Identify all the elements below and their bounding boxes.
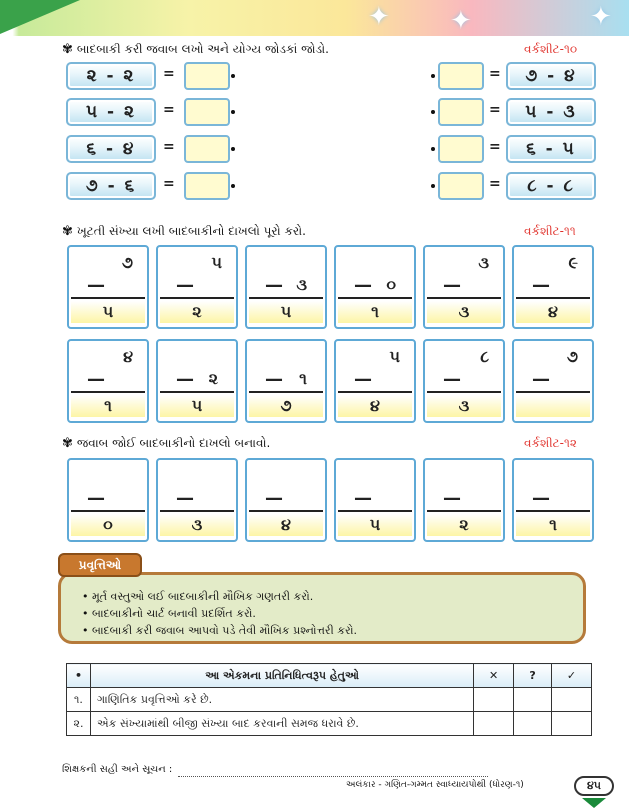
result-line (71, 297, 145, 299)
table-row (67, 688, 592, 712)
instruction-text: બાદબાકી કરી જવાબ લખો અને યોગ્ય જોડકાં જોડો. (76, 42, 329, 56)
section2-instruction (62, 224, 306, 239)
check-icon: ✓ (552, 664, 592, 688)
worksheet-label: વર્કશીટ-૧૨ (524, 436, 577, 450)
book-title: અલંકાર - ગણિત-ગમ્મત સ્વાધ્યાયપોથી (ધોરણ-૧) (346, 780, 524, 790)
top-number[interactable] (340, 466, 410, 488)
subtraction-card (423, 339, 505, 423)
cross-cell[interactable] (474, 688, 514, 712)
expression-pill: ૬ - ૪ (66, 135, 156, 163)
subtraction-card (67, 245, 149, 329)
top-number[interactable] (251, 347, 321, 369)
subtraction-card (245, 245, 327, 329)
result[interactable]: ૪ (338, 395, 412, 417)
flower-bullet-icon: ✾ (62, 42, 73, 57)
result-line (249, 297, 323, 299)
match-dot[interactable] (231, 110, 235, 114)
instruction-text: ખૂટતી સંખ્યા લખી બાદબાકીનો દાખલો પૂરો કરો. (76, 224, 306, 238)
result-line (71, 391, 145, 393)
result[interactable]: ૭ (249, 395, 323, 417)
subtrahend[interactable]: ૦ (386, 275, 396, 294)
result[interactable]: ૩ (427, 301, 501, 323)
objectives-header: આ એકમના પ્રતિનિધિત્વરૂપ હેતુઓ (90, 664, 473, 688)
match-dot[interactable] (231, 184, 235, 188)
result-line (338, 297, 412, 299)
result-line (160, 510, 234, 512)
match-dot[interactable] (431, 184, 435, 188)
subtrahend-row (251, 488, 321, 510)
answer-box[interactable] (184, 62, 230, 90)
activity-label (58, 553, 142, 577)
worksheet-label: વર્કશીટ-૧૦ (524, 42, 578, 56)
top-number[interactable] (340, 253, 410, 275)
top-number[interactable] (162, 466, 232, 488)
answer-box[interactable] (438, 98, 484, 126)
top-number[interactable]: ૮ (480, 347, 489, 366)
result-line (427, 297, 501, 299)
table-row (67, 712, 592, 736)
subtrahend-row (518, 275, 588, 297)
minus-sign: — (532, 488, 550, 509)
result-line (338, 391, 412, 393)
subtraction-card (512, 245, 594, 329)
minus-sign: — (265, 488, 283, 509)
result[interactable]: ૪ (249, 514, 323, 536)
result[interactable]: ૩ (160, 514, 234, 536)
result-line (249, 510, 323, 512)
subtraction-card (156, 339, 238, 423)
result-line (427, 510, 501, 512)
leaf-decoration (0, 0, 80, 34)
activity-item-text: મૂર્ત વસ્તુઓ લઈ બાદબાકીની મૌખિક ગણતરી કરો. (92, 590, 314, 603)
check-cell[interactable] (552, 688, 592, 712)
activity-label-text: પ્રવૃત્તિઓ (78, 557, 122, 572)
signature-label: શિક્ષકની સહી અને સૂચન : (62, 764, 173, 775)
subtrahend-row (162, 275, 232, 297)
result[interactable]: ૧ (71, 395, 145, 417)
subtrahend-row (73, 275, 143, 297)
subtrahend[interactable]: ૩ (296, 275, 307, 294)
minus-sign: — (265, 275, 283, 296)
page-ornament-icon (582, 798, 606, 808)
subtrahend-row (162, 488, 232, 510)
section1-instruction (62, 42, 329, 57)
activity-item-text: બાદબાકી કરી જવાબ આપવો પડે તેવી મૌખિક પ્રશ્નોત્તરી કરો. (92, 624, 357, 637)
equals-sign: = (163, 176, 175, 192)
answer-box[interactable] (438, 172, 484, 200)
objective-text: એક સંખ્યામાંથી બીજી સંખ્યા બાદ કરવાની સમજ ધરાવે છે. (90, 712, 473, 736)
expression-pill: ૫ - ૩ (506, 98, 596, 126)
activity-item: • બાદબાકીનો ચાર્ટ બનાવી પ્રદર્શિત કરો. (82, 607, 256, 620)
equals-sign: = (163, 139, 175, 155)
cross-icon: ✕ (474, 664, 514, 688)
subtraction-card (512, 458, 594, 542)
question-cell[interactable] (514, 688, 552, 712)
flower-bullet-icon: ✾ (62, 224, 73, 239)
subtrahend-row (73, 369, 143, 391)
expression-pill: ૭ - ૬ (66, 172, 156, 200)
sparkle-icon: ✦ (590, 2, 612, 32)
result[interactable]: ૫ (71, 301, 145, 323)
answer-box[interactable] (184, 98, 230, 126)
result-line (249, 391, 323, 393)
subtraction-card (334, 339, 416, 423)
subtrahend[interactable]: ૨ (208, 369, 218, 388)
top-number[interactable] (429, 466, 499, 488)
subtraction-card (423, 458, 505, 542)
minus-sign: — (176, 275, 194, 296)
row-number: ૧. (67, 688, 91, 712)
subtrahend-row (162, 369, 232, 391)
subtrahend-row (340, 488, 410, 510)
subtrahend-row (340, 275, 410, 297)
subtraction-card (156, 245, 238, 329)
equals-sign: = (489, 102, 501, 118)
minus-sign: — (354, 369, 372, 390)
expression-pill: ૭ - ૪ (506, 62, 596, 90)
result-line (160, 391, 234, 393)
minus-sign: — (354, 488, 372, 509)
top-number[interactable] (73, 466, 143, 488)
objective-text: ગાણિતિક પ્રવૃત્તિઓ કરે છે. (90, 688, 473, 712)
answer-box[interactable] (184, 135, 230, 163)
sparkle-icon: ✦ (368, 2, 390, 32)
subtrahend-row (429, 488, 499, 510)
equals-sign: = (489, 66, 501, 82)
equals-sign: = (489, 139, 501, 155)
result[interactable]: ૫ (249, 301, 323, 323)
result[interactable]: ૫ (338, 514, 412, 536)
result-line (516, 510, 590, 512)
answer-box[interactable] (438, 62, 484, 90)
subtrahend-row (251, 275, 321, 297)
result[interactable] (516, 395, 590, 417)
activity-item: • બાદબાકી કરી જવાબ આપવો પડે તેવી મૌખિક પ્રશ્નોત્તરી કરો. (82, 624, 357, 637)
subtrahend-row (429, 275, 499, 297)
result[interactable]: ૫ (160, 395, 234, 417)
page-number: ૪૫ (574, 776, 614, 796)
minus-sign: — (354, 275, 372, 296)
subtrahend-row (251, 369, 321, 391)
top-number[interactable]: ૩ (478, 253, 489, 272)
subtraction-card (67, 339, 149, 423)
minus-sign: — (87, 488, 105, 509)
minus-sign: — (532, 275, 550, 296)
subtraction-card (423, 245, 505, 329)
section3-instruction (62, 436, 270, 451)
match-dot[interactable] (431, 110, 435, 114)
result-line (427, 391, 501, 393)
result-line (516, 297, 590, 299)
match-dot[interactable] (431, 74, 435, 78)
subtrahend-row (73, 488, 143, 510)
result[interactable]: ૧ (338, 301, 412, 323)
subtraction-card (156, 458, 238, 542)
minus-sign: — (532, 369, 550, 390)
equals-sign: = (489, 176, 501, 192)
subtrahend-row (518, 369, 588, 391)
result[interactable]: ૩ (427, 395, 501, 417)
minus-sign: — (87, 275, 105, 296)
minus-sign: — (443, 369, 461, 390)
top-number[interactable]: ૭ (566, 347, 578, 366)
result-line (516, 391, 590, 393)
top-number[interactable]: ૫ (389, 347, 400, 366)
worksheet-label: વર્કશીટ-૧૧ (524, 224, 576, 238)
bullet-header: • (67, 664, 91, 688)
instruction-text: જવાબ જોઈ બાદબાકીનો દાખલો બનાવો. (76, 436, 271, 450)
top-number[interactable]: ૫ (211, 253, 222, 272)
sparkle-icon: ✦ (450, 6, 472, 36)
minus-sign: — (265, 369, 283, 390)
result[interactable]: ૨ (160, 301, 234, 323)
minus-sign: — (443, 488, 461, 509)
question-cell[interactable] (514, 712, 552, 736)
match-dot[interactable] (231, 74, 235, 78)
subtraction-card (245, 339, 327, 423)
top-number[interactable] (518, 466, 588, 488)
result[interactable]: ૦ (71, 514, 145, 536)
top-number[interactable]: ૪ (123, 347, 133, 366)
flower-bullet-icon: ✾ (62, 436, 73, 451)
result[interactable]: ૪ (516, 301, 590, 323)
expression-pill: ૨ - ૨ (66, 62, 156, 90)
activity-item-text: બાદબાકીનો ચાર્ટ બનાવી પ્રદર્શિત કરો. (92, 607, 256, 620)
subtraction-card (334, 245, 416, 329)
minus-sign: — (176, 369, 194, 390)
top-number[interactable]: ૭ (121, 253, 133, 272)
result[interactable]: ૧ (516, 514, 590, 536)
minus-sign: — (443, 275, 461, 296)
subtrahend-row (518, 488, 588, 510)
minus-sign: — (176, 488, 194, 509)
subtraction-card (512, 339, 594, 423)
answer-box[interactable] (184, 172, 230, 200)
result-line (338, 510, 412, 512)
match-dot[interactable] (231, 147, 235, 151)
expression-pill: ૬ - ૫ (506, 135, 596, 163)
cross-cell[interactable] (474, 712, 514, 736)
subtraction-card (334, 458, 416, 542)
row-number: ૨. (67, 712, 91, 736)
question-icon: ? (514, 664, 552, 688)
table-header-row (67, 664, 592, 688)
result[interactable]: ૨ (427, 514, 501, 536)
subtraction-card (67, 458, 149, 542)
activity-item: • મૂર્ત વસ્તુઓ લઈ બાદબાકીની મૌખિક ગણતરી કરો. (82, 590, 314, 603)
equals-sign: = (163, 66, 175, 82)
subtrahend-row (429, 369, 499, 391)
equals-sign: = (163, 102, 175, 118)
result-line (160, 297, 234, 299)
top-banner (0, 0, 629, 36)
expression-pill: ૫ - ૨ (66, 98, 156, 126)
signature-line[interactable] (178, 776, 488, 777)
objectives-table (66, 663, 592, 736)
top-number[interactable] (251, 466, 321, 488)
subtraction-card (245, 458, 327, 542)
top-number[interactable] (251, 253, 321, 275)
result-line (71, 510, 145, 512)
match-dot[interactable] (431, 147, 435, 151)
minus-sign: — (87, 369, 105, 390)
expression-pill: ૮ - ૮ (506, 172, 596, 200)
top-number[interactable] (162, 347, 232, 369)
top-number[interactable]: ૯ (568, 253, 578, 272)
answer-box[interactable] (438, 135, 484, 163)
subtrahend-row (340, 369, 410, 391)
check-cell[interactable] (552, 712, 592, 736)
subtrahend[interactable]: ૧ (299, 369, 307, 388)
